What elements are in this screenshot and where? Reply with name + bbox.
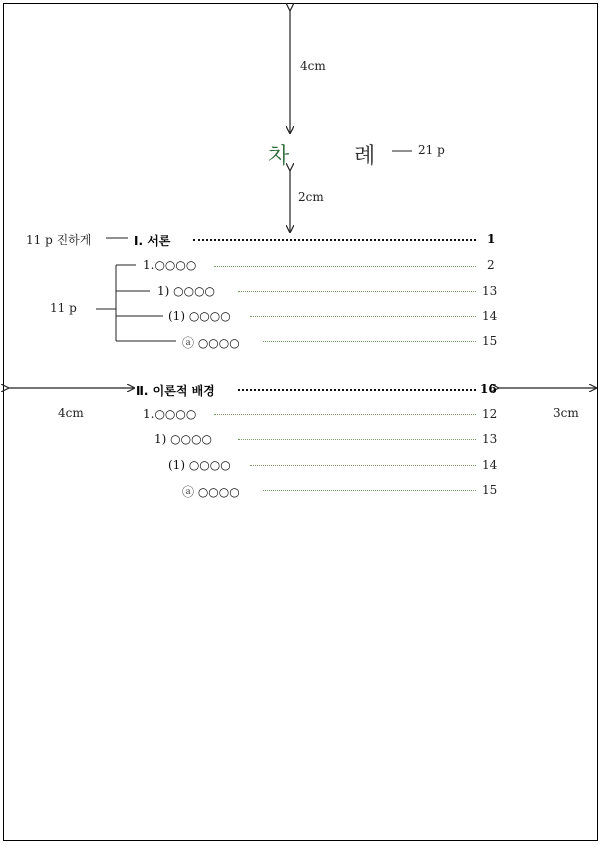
page-number: 14 [482, 458, 498, 472]
document-page [3, 3, 598, 841]
heading-size-label: 11 p 진하게 [26, 233, 92, 247]
toc-item: (1) ○○○○ [168, 309, 231, 323]
dot-leader [193, 239, 476, 241]
page-number: 16 [480, 382, 497, 396]
page-number: 12 [482, 407, 498, 421]
right-margin-label: 3cm [553, 406, 579, 420]
title-char-1: 차 [268, 144, 290, 169]
dot-leader [263, 490, 476, 491]
dot-leader [238, 439, 476, 440]
dot-leader [250, 465, 476, 466]
toc-heading: Ⅰ. 서론 [134, 234, 171, 248]
body-size-label: 11 p [50, 301, 77, 315]
top-margin-label: 4cm [300, 59, 326, 73]
toc-item: 1.○○○○ [143, 258, 197, 272]
page-number: 14 [482, 309, 498, 323]
dot-leader [250, 316, 476, 317]
left-margin-label: 4cm [58, 406, 84, 420]
toc-item: (1) ○○○○ [168, 458, 231, 472]
page-number: 2 [487, 258, 495, 272]
dot-leader [238, 389, 476, 391]
toc-item: ⓐ ○○○○ [182, 336, 240, 350]
toc-item: ⓐ ○○○○ [182, 485, 240, 499]
toc-heading: Ⅱ. 이론적 배경 [136, 384, 215, 398]
title-char-2: 례 [354, 144, 376, 169]
dot-leader [263, 341, 476, 342]
toc-item: 1) ○○○○ [154, 432, 213, 446]
page-number: 15 [482, 334, 498, 348]
toc-item: 1.○○○○ [143, 407, 197, 421]
dot-leader [214, 266, 476, 267]
page-number: 13 [482, 432, 498, 446]
title-gap-label: 2cm [298, 190, 324, 204]
dot-leader [214, 414, 476, 415]
page-number: 15 [482, 483, 498, 497]
toc-item: 1) ○○○○ [157, 284, 216, 298]
page-number: 13 [482, 284, 498, 298]
page-number: 1 [487, 232, 496, 246]
dot-leader [238, 291, 476, 292]
title-size-label: 21 p [418, 143, 445, 157]
